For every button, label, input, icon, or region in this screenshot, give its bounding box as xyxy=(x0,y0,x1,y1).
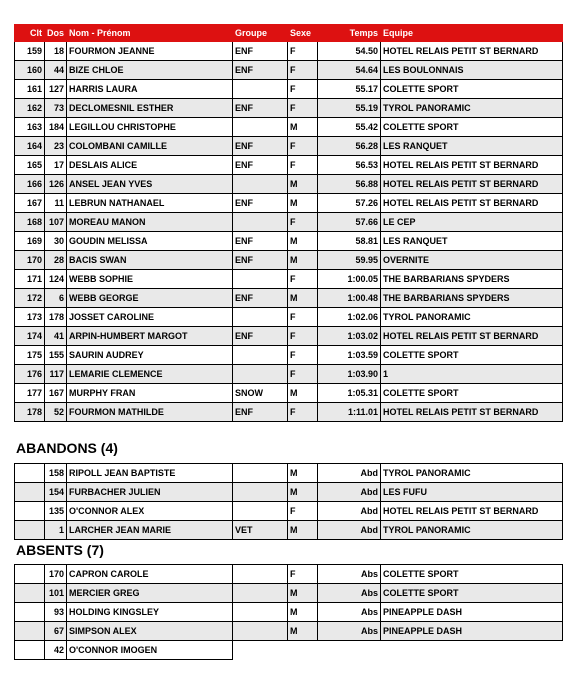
col-sexe-header: Sexe xyxy=(288,25,318,42)
cell-nom: WEBB GEORGE xyxy=(67,289,233,308)
cell-groupe xyxy=(233,464,288,483)
table-row xyxy=(15,194,563,213)
cell-clt: 160 xyxy=(15,61,45,80)
table-row xyxy=(15,99,563,118)
cell-temps: 57.66 xyxy=(318,213,381,232)
cell-equipe: LES RANQUET xyxy=(381,137,563,156)
cell-nom: MERCIER GREG xyxy=(67,584,233,603)
results-body xyxy=(15,42,563,422)
cell-clt: 166 xyxy=(15,175,45,194)
cell-clt xyxy=(15,622,45,641)
cell-dos: 42 xyxy=(45,641,67,660)
cell-sexe: F xyxy=(288,308,318,327)
cell-sexe: F xyxy=(288,213,318,232)
cell-clt: 161 xyxy=(15,80,45,99)
cell-temps: 1:00.48 xyxy=(318,289,381,308)
cell-sexe: F xyxy=(288,61,318,80)
cell-nom: FURBACHER JULIEN xyxy=(67,483,233,502)
cell-dos: 67 xyxy=(45,622,67,641)
cell-equipe: HOTEL RELAIS PETIT ST BERNARD xyxy=(381,194,563,213)
cell-sexe: M xyxy=(288,232,318,251)
cell-nom: BACIS SWAN xyxy=(67,251,233,270)
cell-temps: 1:03.02 xyxy=(318,327,381,346)
cell-temps: 54.50 xyxy=(318,42,381,61)
cell-clt: 159 xyxy=(15,42,45,61)
cell-sexe: M xyxy=(288,521,318,540)
table-row xyxy=(15,384,563,403)
cell-nom: LEBRUN NATHANAEL xyxy=(67,194,233,213)
cell-equipe: TYROL PANORAMIC xyxy=(381,521,563,540)
cell-clt: 178 xyxy=(15,403,45,422)
col-dos-header: Dos xyxy=(45,25,67,42)
cell-dos: 18 xyxy=(45,42,67,61)
cell-sexe: M xyxy=(288,251,318,270)
cell-clt xyxy=(15,502,45,521)
cell-groupe: ENF xyxy=(233,289,288,308)
cell-clt: 173 xyxy=(15,308,45,327)
col-groupe-header: Groupe xyxy=(233,25,288,42)
cell-groupe: ENF xyxy=(233,61,288,80)
cell-clt: 164 xyxy=(15,137,45,156)
cell-sexe xyxy=(288,641,318,660)
cell-temps: Abs xyxy=(318,584,381,603)
cell-dos: 158 xyxy=(45,464,67,483)
cell-sexe: F xyxy=(288,99,318,118)
cell-temps: 1:05.31 xyxy=(318,384,381,403)
cell-dos: 155 xyxy=(45,346,67,365)
cell-temps: 56.28 xyxy=(318,137,381,156)
cell-sexe: F xyxy=(288,565,318,584)
cell-temps: Abs xyxy=(318,622,381,641)
cell-dos: 30 xyxy=(45,232,67,251)
cell-nom: CAPRON CAROLE xyxy=(67,565,233,584)
cell-groupe: ENF xyxy=(233,42,288,61)
cell-temps: 1:03.59 xyxy=(318,346,381,365)
cell-groupe: SNOW xyxy=(233,384,288,403)
cell-sexe: F xyxy=(288,403,318,422)
col-clt-header: Clt xyxy=(15,25,45,42)
cell-nom: RIPOLL JEAN BAPTISTE xyxy=(67,464,233,483)
cell-equipe: HOTEL RELAIS PETIT ST BERNARD xyxy=(381,403,563,422)
cell-temps: 54.64 xyxy=(318,61,381,80)
cell-clt: 167 xyxy=(15,194,45,213)
cell-sexe: F xyxy=(288,502,318,521)
cell-clt: 170 xyxy=(15,251,45,270)
table-row xyxy=(15,156,563,175)
table-row xyxy=(15,232,563,251)
cell-equipe: TYROL PANORAMIC xyxy=(381,99,563,118)
cell-equipe: LES RANQUET xyxy=(381,232,563,251)
cell-sexe: F xyxy=(288,346,318,365)
table-row xyxy=(15,483,563,502)
results-table xyxy=(14,24,563,422)
cell-clt xyxy=(15,565,45,584)
cell-clt: 171 xyxy=(15,270,45,289)
cell-sexe: M xyxy=(288,194,318,213)
cell-sexe: M xyxy=(288,483,318,502)
cell-temps: 55.17 xyxy=(318,80,381,99)
cell-dos: 6 xyxy=(45,289,67,308)
cell-groupe: ENF xyxy=(233,99,288,118)
cell-sexe: M xyxy=(288,118,318,137)
cell-groupe xyxy=(233,565,288,584)
cell-sexe: M xyxy=(288,175,318,194)
cell-equipe: COLETTE SPORT xyxy=(381,565,563,584)
cell-clt: 177 xyxy=(15,384,45,403)
cell-dos: 101 xyxy=(45,584,67,603)
cell-groupe xyxy=(233,80,288,99)
cell-groupe xyxy=(233,346,288,365)
cell-temps: Abd xyxy=(318,521,381,540)
absents-table xyxy=(14,564,563,660)
cell-nom: WEBB SOPHIE xyxy=(67,270,233,289)
header-row xyxy=(15,25,563,42)
cell-dos: 135 xyxy=(45,502,67,521)
cell-dos: 178 xyxy=(45,308,67,327)
cell-sexe: F xyxy=(288,156,318,175)
cell-dos: 28 xyxy=(45,251,67,270)
cell-temps: Abd xyxy=(318,483,381,502)
col-equipe-header: Equipe xyxy=(381,25,563,42)
cell-nom: HOLDING KINGSLEY xyxy=(67,603,233,622)
cell-dos: 41 xyxy=(45,327,67,346)
cell-temps: 59.95 xyxy=(318,251,381,270)
cell-clt: 163 xyxy=(15,118,45,137)
cell-clt: 162 xyxy=(15,99,45,118)
cell-equipe: HOTEL RELAIS PETIT ST BERNARD xyxy=(381,502,563,521)
cell-temps: 57.26 xyxy=(318,194,381,213)
cell-sexe: F xyxy=(288,42,318,61)
cell-groupe: ENF xyxy=(233,194,288,213)
cell-dos: 167 xyxy=(45,384,67,403)
cell-dos: 23 xyxy=(45,137,67,156)
table-row xyxy=(15,289,563,308)
table-row xyxy=(15,502,563,521)
cell-nom: BIZE CHLOE xyxy=(67,61,233,80)
cell-sexe: F xyxy=(288,270,318,289)
abandons-heading: ABANDONS (4) xyxy=(16,440,118,456)
table-row xyxy=(15,137,563,156)
cell-nom: FOURMON MATHILDE xyxy=(67,403,233,422)
cell-temps xyxy=(318,641,381,660)
cell-equipe: LES BOULONNAIS xyxy=(381,61,563,80)
abandons-table xyxy=(14,463,563,540)
cell-clt: 176 xyxy=(15,365,45,384)
cell-equipe: 1 xyxy=(381,365,563,384)
cell-sexe: M xyxy=(288,622,318,641)
table-row xyxy=(15,603,563,622)
cell-dos: 127 xyxy=(45,80,67,99)
cell-dos: 184 xyxy=(45,118,67,137)
cell-temps: Abs xyxy=(318,603,381,622)
table-row xyxy=(15,61,563,80)
cell-sexe: F xyxy=(288,80,318,99)
table-row xyxy=(15,521,563,540)
cell-dos: 44 xyxy=(45,61,67,80)
cell-clt xyxy=(15,464,45,483)
absents-heading: ABSENTS (7) xyxy=(16,542,104,558)
cell-nom: HARRIS LAURA xyxy=(67,80,233,99)
cell-temps: 56.53 xyxy=(318,156,381,175)
cell-equipe: THE BARBARIANS SPYDERS xyxy=(381,270,563,289)
cell-clt: 175 xyxy=(15,346,45,365)
cell-nom: JOSSET CAROLINE xyxy=(67,308,233,327)
cell-clt: 174 xyxy=(15,327,45,346)
table-row xyxy=(15,584,563,603)
cell-equipe: LE CEP xyxy=(381,213,563,232)
cell-equipe: COLETTE SPORT xyxy=(381,346,563,365)
table-row xyxy=(15,270,563,289)
table-row xyxy=(15,464,563,483)
cell-equipe: HOTEL RELAIS PETIT ST BERNARD xyxy=(381,156,563,175)
cell-groupe xyxy=(233,308,288,327)
cell-nom: DESLAIS ALICE xyxy=(67,156,233,175)
cell-groupe xyxy=(233,641,288,660)
cell-temps: 55.19 xyxy=(318,99,381,118)
table-row xyxy=(15,118,563,137)
cell-groupe xyxy=(233,365,288,384)
cell-nom: GOUDIN MELISSA xyxy=(67,232,233,251)
cell-equipe: LES FUFU xyxy=(381,483,563,502)
col-temps-header: Temps xyxy=(318,25,381,42)
table-row xyxy=(15,641,563,660)
cell-equipe: TYROL PANORAMIC xyxy=(381,464,563,483)
cell-temps: Abd xyxy=(318,502,381,521)
cell-groupe xyxy=(233,483,288,502)
cell-dos: 126 xyxy=(45,175,67,194)
cell-equipe: COLETTE SPORT xyxy=(381,80,563,99)
cell-dos: 11 xyxy=(45,194,67,213)
cell-nom: ANSEL JEAN YVES xyxy=(67,175,233,194)
cell-groupe xyxy=(233,584,288,603)
absents-body xyxy=(15,565,563,660)
cell-sexe: M xyxy=(288,289,318,308)
cell-temps: 56.88 xyxy=(318,175,381,194)
cell-dos: 52 xyxy=(45,403,67,422)
cell-dos: 17 xyxy=(45,156,67,175)
cell-clt xyxy=(15,584,45,603)
cell-clt xyxy=(15,641,45,660)
table-row xyxy=(15,213,563,232)
cell-sexe: F xyxy=(288,327,318,346)
cell-sexe: F xyxy=(288,365,318,384)
cell-equipe: COLETTE SPORT xyxy=(381,118,563,137)
table-row xyxy=(15,365,563,384)
cell-clt: 172 xyxy=(15,289,45,308)
cell-dos: 107 xyxy=(45,213,67,232)
cell-temps: 1:03.90 xyxy=(318,365,381,384)
cell-equipe: PINEAPPLE DASH xyxy=(381,603,563,622)
cell-clt: 169 xyxy=(15,232,45,251)
cell-temps: 1:00.05 xyxy=(318,270,381,289)
cell-groupe: VET xyxy=(233,521,288,540)
cell-equipe: HOTEL RELAIS PETIT ST BERNARD xyxy=(381,327,563,346)
cell-groupe: ENF xyxy=(233,403,288,422)
cell-sexe: M xyxy=(288,384,318,403)
table-row xyxy=(15,42,563,61)
cell-clt: 165 xyxy=(15,156,45,175)
table-row xyxy=(15,403,563,422)
cell-dos: 73 xyxy=(45,99,67,118)
cell-groupe: ENF xyxy=(233,232,288,251)
cell-equipe: HOTEL RELAIS PETIT ST BERNARD xyxy=(381,175,563,194)
cell-groupe xyxy=(233,502,288,521)
table-row xyxy=(15,565,563,584)
table-row xyxy=(15,346,563,365)
cell-nom: SIMPSON ALEX xyxy=(67,622,233,641)
cell-equipe: TYROL PANORAMIC xyxy=(381,308,563,327)
cell-temps: 58.81 xyxy=(318,232,381,251)
cell-nom: SAURIN AUDREY xyxy=(67,346,233,365)
table-row xyxy=(15,308,563,327)
col-nom-header: Nom - Prénom xyxy=(67,25,233,42)
cell-dos: 154 xyxy=(45,483,67,502)
cell-dos: 117 xyxy=(45,365,67,384)
cell-equipe: COLETTE SPORT xyxy=(381,384,563,403)
cell-groupe xyxy=(233,118,288,137)
cell-sexe: M xyxy=(288,464,318,483)
cell-temps: Abs xyxy=(318,565,381,584)
cell-nom: FOURMON JEANNE xyxy=(67,42,233,61)
table-row xyxy=(15,622,563,641)
abandons-body xyxy=(15,464,563,540)
cell-dos: 93 xyxy=(45,603,67,622)
table-row xyxy=(15,80,563,99)
cell-sexe: M xyxy=(288,603,318,622)
cell-groupe: ENF xyxy=(233,156,288,175)
cell-dos: 124 xyxy=(45,270,67,289)
cell-nom: LARCHER JEAN MARIE xyxy=(67,521,233,540)
cell-clt xyxy=(15,603,45,622)
cell-equipe: COLETTE SPORT xyxy=(381,584,563,603)
cell-sexe: F xyxy=(288,137,318,156)
cell-groupe: ENF xyxy=(233,327,288,346)
cell-sexe: M xyxy=(288,584,318,603)
cell-equipe: OVERNITE xyxy=(381,251,563,270)
cell-equipe: THE BARBARIANS SPYDERS xyxy=(381,289,563,308)
cell-nom: MURPHY FRAN xyxy=(67,384,233,403)
cell-nom: O'CONNOR IMOGEN xyxy=(67,641,233,660)
table-row xyxy=(15,175,563,194)
cell-nom: DECLOMESNIL ESTHER xyxy=(67,99,233,118)
cell-temps: 1:02.06 xyxy=(318,308,381,327)
cell-clt xyxy=(15,521,45,540)
cell-dos: 1 xyxy=(45,521,67,540)
cell-groupe xyxy=(233,270,288,289)
cell-groupe xyxy=(233,603,288,622)
cell-equipe xyxy=(381,641,563,660)
cell-clt xyxy=(15,483,45,502)
cell-groupe xyxy=(233,213,288,232)
cell-groupe: ENF xyxy=(233,137,288,156)
table-row xyxy=(15,251,563,270)
cell-equipe: HOTEL RELAIS PETIT ST BERNARD xyxy=(381,42,563,61)
cell-nom: O'CONNOR ALEX xyxy=(67,502,233,521)
cell-nom: LEMARIE CLEMENCE xyxy=(67,365,233,384)
cell-temps: 55.42 xyxy=(318,118,381,137)
cell-nom: MOREAU MANON xyxy=(67,213,233,232)
cell-clt: 168 xyxy=(15,213,45,232)
cell-groupe xyxy=(233,175,288,194)
table-row xyxy=(15,327,563,346)
cell-nom: COLOMBANI CAMILLE xyxy=(67,137,233,156)
cell-groupe xyxy=(233,622,288,641)
cell-dos: 170 xyxy=(45,565,67,584)
cell-temps: Abd xyxy=(318,464,381,483)
cell-equipe: PINEAPPLE DASH xyxy=(381,622,563,641)
cell-temps: 1:11.01 xyxy=(318,403,381,422)
cell-nom: ARPIN-HUMBERT MARGOT xyxy=(67,327,233,346)
cell-groupe: ENF xyxy=(233,251,288,270)
cell-nom: LEGILLOU CHRISTOPHE xyxy=(67,118,233,137)
